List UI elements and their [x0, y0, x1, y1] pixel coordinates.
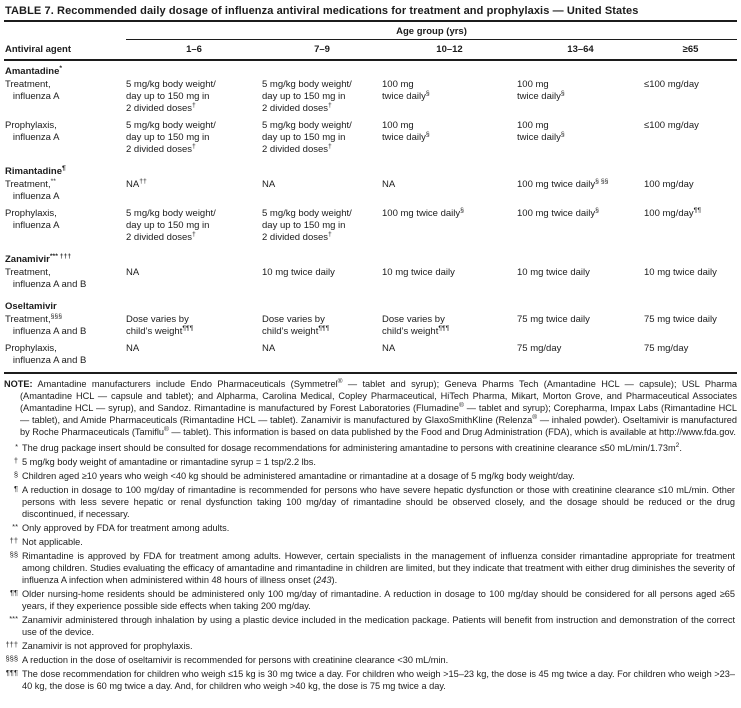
footnote	[4, 614, 737, 638]
footnote-text: 5 mg/kg body weight of amantadine or rimantadine syrup = 1 tsp/2.2 lbs.	[22, 457, 316, 467]
row-label: Prophylaxis, influenza A	[5, 208, 60, 231]
dosage-cell: 10 mg twice daily	[517, 267, 590, 278]
table-row	[4, 343, 737, 372]
dosage-cell: Dose varies by child’s weight¶¶¶	[382, 314, 450, 337]
dosage-cell: 5 mg/kg body weight/ day up to 150 mg in 2 divided doses†	[262, 120, 352, 155]
dosage-cell: NA	[126, 343, 140, 354]
row-label: Treatment,§§§ influenza A and B	[5, 312, 87, 337]
dosage-cell: 5 mg/kg body weight/ day up to 150 mg in 2 divided doses†	[262, 208, 352, 243]
table-row	[4, 79, 737, 120]
dosage-cell: 100 mg/day¶¶	[644, 206, 701, 219]
column-header-antiviral-agent: Antiviral agent	[4, 40, 126, 61]
dosage-cell: 5 mg/kg body weight/ day up to 150 mg in 2 divided doses†	[262, 79, 352, 114]
dosage-cell: 100 mg twice daily§	[382, 79, 430, 102]
footnote-text: Only approved by FDA for treatment among adults.	[22, 523, 230, 533]
dosage-cell: 10 mg twice daily	[644, 267, 717, 278]
footnote-marker: §	[13, 470, 18, 479]
header-spacer	[4, 22, 126, 40]
note-paragraph	[4, 372, 737, 441]
footnote-marker: **	[12, 522, 18, 531]
dosage-cell: 100 mg/day	[644, 179, 694, 190]
dosage-cell: 75 mg twice daily	[644, 314, 717, 325]
dosage-cell: 100 mg twice daily§	[517, 120, 565, 143]
dosage-cell: Dose varies by child’s weight¶¶¶	[126, 314, 194, 337]
dosage-table	[4, 22, 737, 372]
footnote-marker: *	[15, 442, 18, 451]
footnote-marker: §§§	[5, 654, 18, 663]
dosage-cell: 75 mg/day	[644, 343, 689, 354]
footnote-text: Rimantadine is approved by FDA for treatment among adults. However, certain specialists in the management of influenza consider rimantadine appropriate for treatment among children. Studies evaluating the efficacy of amantadine and rimantadine in children are limited, but they indicate that treatment with either drug diminishes the severity of influenza A infection when administered within 48 hours of illness onset (243).	[22, 551, 735, 585]
row-label: Prophylaxis, influenza A	[5, 120, 60, 143]
column-header-age-4: 13–64	[517, 40, 644, 61]
footnote	[4, 640, 737, 652]
column-header-age-5: ≥65	[644, 40, 737, 61]
dosage-cell: ≤100 mg/day	[644, 79, 699, 90]
dosage-cell: 100 mg twice daily§	[382, 206, 464, 219]
drug-section-row	[4, 161, 737, 179]
footnote	[4, 456, 737, 468]
footnote-marker: ††	[9, 536, 18, 545]
table-title: TABLE 7. Recommended daily dosage of influenza antiviral medications for treatment and prophylaxis — United States	[4, 2, 737, 22]
footnote-marker: †	[13, 456, 18, 465]
dosage-cell: 100 mg twice daily§	[517, 206, 599, 219]
dosage-cell: 10 mg twice daily	[382, 267, 455, 278]
footnotes-section	[4, 441, 737, 692]
dosage-cell: 5 mg/kg body weight/ day up to 150 mg in 2 divided doses†	[126, 120, 216, 155]
dosage-cell: 100 mg twice daily§ §§	[517, 177, 609, 190]
footnote	[4, 484, 737, 520]
footnote-marker: ¶¶¶	[5, 668, 18, 677]
drug-name: Zanamivir*** †††	[5, 252, 72, 265]
footnote-text: A reduction in the dose of oseltamivir is recommended for persons with creatinine clearance <30 mL/min.	[22, 655, 449, 665]
footnote-marker: †††	[5, 640, 18, 649]
row-label: Prophylaxis, influenza A and B	[5, 343, 87, 366]
dosage-cell: 75 mg/day	[517, 343, 562, 354]
footnote-text: The drug package insert should be consulted for dosage recommendations for administering amantadine to persons with creatinine clearance ≤50 $mL/\min/1.73m^2$.	[22, 441, 682, 453]
drug-name: Amantadine*	[5, 64, 63, 77]
dosage-cell: 100 mg twice daily§	[517, 79, 565, 102]
column-header-row	[4, 40, 737, 61]
footnote	[4, 522, 737, 534]
footnote-marker: §§	[9, 550, 18, 559]
dosage-cell: NA	[382, 179, 396, 190]
column-header-age-2: 7–9	[262, 40, 382, 61]
footnote	[4, 588, 737, 612]
footnote-text: Older nursing-home residents should be administered only 100 mg/day of rimantadine. A reduction in dosage to 100 mg/day should be considered for all persons aged ≥65 years, if they experience possible side effects when taking 200 mg/day.	[22, 589, 735, 611]
footnote-text: Children aged ≥10 years who weigh <40 kg should be administered amantadine or rimantadine at a dosage of 5 mg/kg body weight/day.	[22, 471, 575, 481]
table-row	[4, 267, 737, 296]
footnote	[4, 668, 737, 692]
footnote-text: Not applicable.	[22, 537, 83, 547]
dosage-cell: NA	[262, 343, 276, 354]
age-group-header: Age group (yrs)	[126, 22, 737, 40]
dosage-cell: NA	[126, 267, 140, 278]
column-header-age-1: 1–6	[126, 40, 262, 61]
note-text: Amantadine manufacturers include Endo Pharmaceuticals (Symmetrel® — tablet and syrup); Geneva Pharms Tech (Amantadine HCL — capsule); USL Pharma (Amantadine HCL — capsule and tablet); and Alpharma, Carolina Medical, Copley Pharmaceutical, HiTech Pharma, Mikart, Morton Grove, and Pharmaceutical Associates (Amantadine HCL — syrup), and Sandoz. Rimantadine is manufactured by Forest Laboratories (Flumadine® — tablet and syrup); Corepharma, Impax Labs (Rimantadine HCL — tablet), and Amide Pharmaceuticals (Rimantadine HCL — tablet). Zanamivir is manufactured by GlaxoSmithKline (Relenza® — inhaled powder). Oseltamivir is manufactured by Roche Pharmaceuticals (Tamiflu® — tablet). This information is based on data published by the Food and Drug Administration (FDA), which is available at http://www.fda.gov.	[20, 377, 738, 437]
footnote-text: Zanamivir is not approved for prophylaxis.	[22, 641, 193, 651]
dosage-cell: NA	[382, 343, 396, 354]
dosage-cell: ≤100 mg/day	[644, 120, 699, 131]
table-header	[4, 22, 737, 60]
dosage-cell: NA††	[126, 177, 147, 190]
table-body	[4, 60, 737, 372]
row-label: Treatment,** influenza A	[5, 177, 60, 202]
footnote	[4, 536, 737, 548]
footnote-marker: ***	[9, 614, 18, 623]
note-label: NOTE:	[4, 379, 33, 389]
footnote-marker: ¶	[13, 484, 18, 493]
table-row	[4, 208, 737, 249]
footnote-marker: ¶¶	[9, 588, 18, 597]
footnote-text: A reduction in dosage to 100 mg/day of rimantadine is recommended for persons who have severe hepatic dysfunction or those with creatinine clearance ≤10 mL/min. Other persons with less severe hepatic or renal dysfunction taking 100 mg/day of rimantadine should be observed closely, and the dosage should be reduced or the drug discontinued, if necessary.	[22, 485, 735, 519]
table-row	[4, 314, 737, 343]
column-header-age-3: 10–12	[382, 40, 517, 61]
footnote	[4, 442, 737, 454]
dosage-cell: 100 mg twice daily§	[382, 120, 430, 143]
drug-name: Oseltamivir	[5, 301, 57, 312]
dosage-cell: 5 mg/kg body weight/ day up to 150 mg in 2 divided doses†	[126, 208, 216, 243]
drug-section-row	[4, 249, 737, 267]
table-row	[4, 120, 737, 161]
dosage-cell: Dose varies by child’s weight¶¶¶	[262, 314, 330, 337]
dosage-cell: NA	[262, 179, 276, 190]
dosage-cell: 10 mg twice daily	[262, 267, 335, 278]
drug-name: Rimantadine¶	[5, 164, 66, 177]
age-group-row	[4, 22, 737, 40]
drug-section-row	[4, 296, 737, 314]
drug-section-row	[4, 60, 737, 79]
footnote	[4, 550, 737, 586]
table-row	[4, 179, 737, 208]
footnote-text: Zanamivir administered through inhalation by using a plastic device included in the medication package. Patients will benefit from instruction and demonstration of the correct use of the device.	[22, 615, 735, 637]
footnote-text: The dose recommendation for children who weigh ≤15 kg is 30 mg twice a day. For children who weigh >15–23 kg, the dose is 45 mg twice a day. For children who weigh >23–40 kg, the dose is 60 mg twice a day. And, for children who weigh >40 kg, the dose is 75 mg twice a day.	[22, 669, 735, 691]
row-label: Treatment, influenza A and B	[5, 267, 87, 290]
row-label: Treatment, influenza A	[5, 79, 60, 102]
dosage-cell: 75 mg twice daily	[517, 314, 590, 325]
dosage-cell: 5 mg/kg body weight/ day up to 150 mg in 2 divided doses†	[126, 79, 216, 114]
footnote	[4, 470, 737, 482]
footnote	[4, 654, 737, 666]
